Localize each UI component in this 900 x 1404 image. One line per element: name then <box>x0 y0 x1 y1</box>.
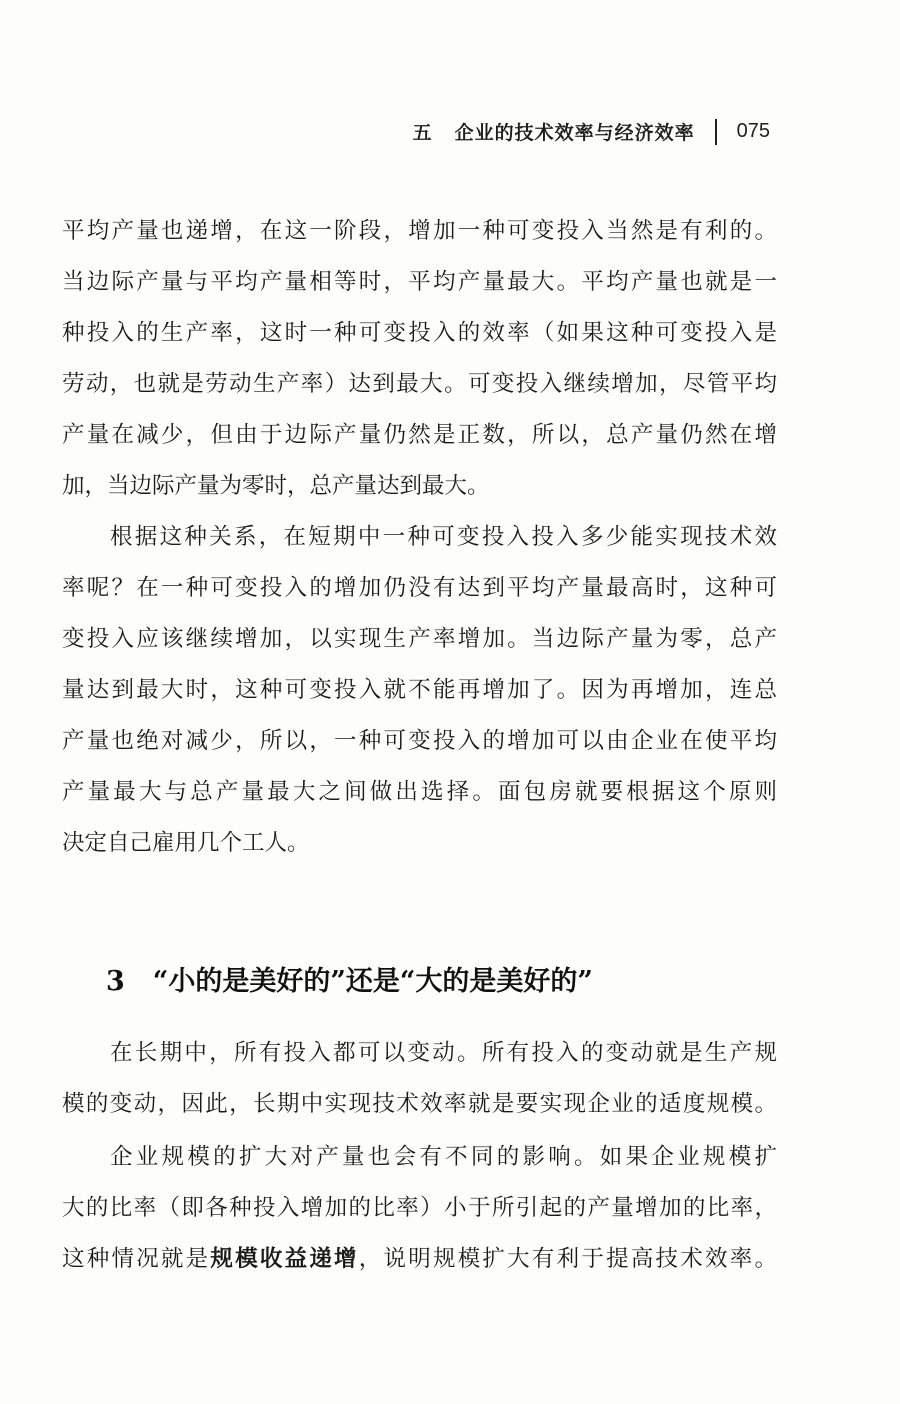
section-number: 3 <box>106 966 125 997</box>
text-line: 大的比率（即各种投入增加的比率）小于所引起的产量增加的比率， <box>62 1195 777 1221</box>
paragraph-4 <box>62 1132 777 1285</box>
text-line: 产量在减少，但由于边际产量仍然是正数，所以，总产量仍然在增 <box>62 422 777 448</box>
text-line: 在长期中，所有投入都可以变动。所有投入的变动就是生产规 <box>110 1040 777 1066</box>
paragraph-1 <box>62 206 777 512</box>
text-line: 加，当边际产量为零时，总产量达到最大。 <box>62 473 490 499</box>
text-run: 这种情况就是 <box>62 1246 211 1272</box>
chapter-title: 企业的技术效率与经济效率 <box>454 122 695 144</box>
page-number: 075 <box>736 120 770 142</box>
text-run: ，说明规模扩大有利于提高技术效率。 <box>358 1246 777 1272</box>
text-line: 企业规模的扩大对产量也会有不同的影响。如果企业规模扩 <box>110 1144 777 1170</box>
text-line: 决定自己雇用几个工人。 <box>62 830 310 856</box>
header-divider <box>715 119 717 145</box>
text-line: 率呢？在一种可变投入的增加仍没有达到平均产量最高时，这种可 <box>62 575 777 601</box>
text-line: 种投入的生产率，这时一种可变投入的效率（如果这种可变投入是 <box>62 320 777 346</box>
text-line: 劳动，也就是劳动生产率）达到最大。可变投入继续增加，尽管平均 <box>62 371 777 397</box>
section-heading <box>106 952 593 1012</box>
text-line: 产量最大与总产量最大之间做出选择。面包房就要根据这个原则 <box>62 779 777 805</box>
text-line: 平均产量也递增，在这一阶段，增加一种可变投入当然是有利的。 <box>62 218 777 244</box>
bold-term: 规模收益递增 <box>210 1246 359 1272</box>
section-title: “小的是美好的”还是“大的是美好的” <box>152 966 593 997</box>
paragraph-2 <box>62 512 777 869</box>
text-line: 产量也绝对减少，所以，一种可变投入的增加可以由企业在使平均 <box>62 728 777 754</box>
text-line <box>62 1234 777 1285</box>
text-line: 模的变动，因此，长期中实现技术效率就是要实现企业的适度规模。 <box>62 1091 777 1117</box>
text-line: 变投入应该继续增加，以实现生产率增加。当边际产量为零，总产 <box>62 626 777 652</box>
running-header <box>413 118 770 145</box>
text-line: 当边际产量与平均产量相等时，平均产量最大。平均产量也就是一 <box>62 269 777 295</box>
text-line: 量达到最大时，这种可变投入就不能再增加了。因为再增加，连总 <box>62 677 777 703</box>
paragraph-3 <box>62 1028 777 1130</box>
chapter-number: 五 <box>412 122 433 144</box>
text-line: 根据这种关系，在短期中一种可变投入投入多少能实现技术效 <box>110 524 777 550</box>
